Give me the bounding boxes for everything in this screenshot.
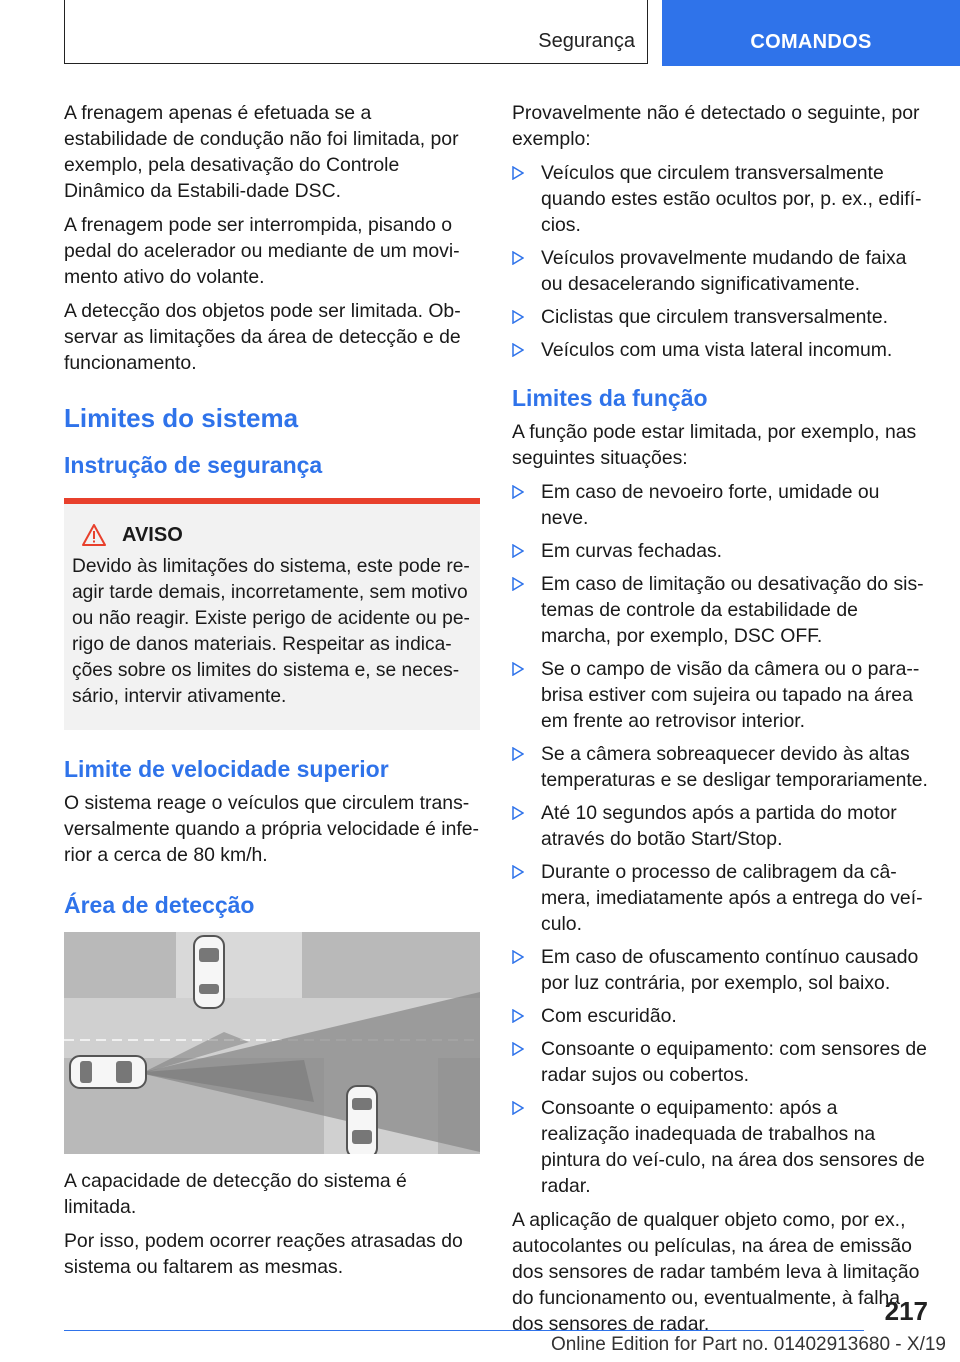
paragraph: A detecção dos objetos pode ser limitada. Ob-servar as limitações da área de detecção e de funcionamento. — [64, 300, 461, 374]
triangle-bullet-icon — [512, 662, 524, 676]
paragraph: Por isso, podem ocorrer reações atrasadas do sistema ou faltarem as mesmas. — [64, 1230, 463, 1278]
list-item: Se o campo de visão da câmera ou o para--brisa estiver com sujeira ou tapado na área em frente ao retrovisor interior. — [512, 656, 928, 734]
list-item: Em caso de limitação ou desativação do sis-temas de controle da estabilidade de marcha, por exemplo, DSC OFF. — [512, 571, 928, 649]
car-bottom-icon — [347, 1086, 377, 1154]
list-item: Consoante o equipamento: com sensores de radar sujos ou cobertos. — [512, 1036, 928, 1088]
triangle-bullet-icon — [512, 251, 524, 265]
warning-label: AVISO — [122, 524, 183, 546]
paragraph: A capacidade de detecção do sistema é limitada. — [64, 1170, 407, 1218]
triangle-bullet-icon — [512, 544, 524, 558]
triangle-bullet-icon — [512, 1101, 524, 1115]
right-column — [512, 100, 928, 1345]
chapter-tab[interactable]: COMANDOS — [662, 0, 960, 66]
detection-area-diagram — [64, 932, 480, 1154]
warning-title — [72, 522, 472, 548]
function-limits-list — [512, 479, 928, 1199]
heading-detection-area: Área de detecção — [64, 892, 255, 918]
triangle-bullet-icon — [512, 747, 524, 761]
warning-text: Devido às limitações do sistema, este pode re-agir tarde demais, incorretamente, sem motivo ou não reagir. Existe perigo de acidente ou pe-rigo de danos materiais. Respeitar as indica-ções sobre os limites do sistema e, se neces-sário, intervir ativamente. — [72, 556, 470, 707]
triangle-bullet-icon — [512, 865, 524, 879]
heading-system-limits: Limites do sistema — [64, 403, 299, 433]
warning-triangle-icon — [82, 524, 106, 546]
section-title: Segurança — [538, 30, 635, 52]
triangle-bullet-icon — [512, 343, 524, 357]
paragraph: A frenagem apenas é efetuada se a estabilidade de condução não foi limitada, por exemplo, pela desativação do Controle Dinâmico da Estabili-dade DSC. — [64, 102, 459, 202]
triangle-bullet-icon — [512, 310, 524, 324]
left-column — [64, 100, 480, 1288]
paragraph: Provavelmente não é detectado o seguinte, por exemplo: — [512, 102, 920, 150]
paragraph: A frenagem pode ser interrompida, pisando o pedal do acelerador ou mediante de um movi-mento ativo do volante. — [64, 214, 460, 288]
list-item: Durante o processo de calibragem da câ-mera, imediatamente após a entrega do veí-culo. — [512, 859, 928, 937]
heading-function-limits: Limites da função — [512, 385, 708, 411]
footer-edition: Online Edition for Part no. 01402913680 - X/19 — [550, 1334, 946, 1355]
list-item: Em caso de ofuscamento contínuo causado por luz contrária, por exemplo, sol baixo. — [512, 944, 928, 996]
list-item: Se a câmera sobreaquecer devido às altas temperaturas e se desligar temporariamente. — [512, 741, 928, 793]
list-item: Até 10 segundos após a partida do motor através do botão Start/Stop. — [512, 800, 928, 852]
not-detected-list — [512, 160, 928, 363]
list-item: Veículos provavelmente mudando de faixa ou desacelerando significativamente. — [512, 245, 928, 297]
footer-divider — [64, 1330, 864, 1331]
page-number: 217 — [884, 1296, 928, 1326]
list-item: Veículos que circulem transversalmente quando estes estão ocultos por, p. ex., edifí-cios. — [512, 160, 928, 238]
list-item: Consoante o equipamento: após a realização inadequada de trabalhos na pintura do veí-culo, na área dos sensores de radar. — [512, 1095, 928, 1199]
list-item: Com escuridão. — [512, 1003, 928, 1029]
heading-speed-limit: Limite de velocidade superior — [64, 756, 389, 782]
list-item: Em caso de nevoeiro forte, umidade ou neve. — [512, 479, 928, 531]
header-box — [64, 0, 648, 64]
car-left-icon — [70, 1056, 146, 1088]
triangle-bullet-icon — [512, 806, 524, 820]
warning-box — [64, 498, 480, 730]
paragraph: A função pode estar limitada, por exemplo, nas seguintes situações: — [512, 421, 917, 469]
list-item: Veículos com uma vista lateral incomum. — [512, 337, 928, 363]
triangle-bullet-icon — [512, 485, 524, 499]
triangle-bullet-icon — [512, 1042, 524, 1056]
heading-safety-instruction: Instrução de segurança — [64, 452, 323, 478]
car-top-icon — [194, 936, 224, 1008]
triangle-bullet-icon — [512, 1009, 524, 1023]
triangle-bullet-icon — [512, 577, 524, 591]
paragraph: A aplicação de qualquer objeto como, por ex., autocolantes ou películas, na área de emissão dos sensores de radar também leva à limitação do funcionamento ou, eventualmente, à falha dos sensores de radar. — [512, 1209, 920, 1335]
paragraph: O sistema reage o veículos que circulem trans-versalmente quando a própria velocidade é infe-rior a cerca de 80 km/h. — [64, 792, 480, 866]
triangle-bullet-icon — [512, 950, 524, 964]
list-item: Em curvas fechadas. — [512, 538, 928, 564]
triangle-bullet-icon — [512, 166, 524, 180]
list-item: Ciclistas que circulem transversalmente. — [512, 304, 928, 330]
